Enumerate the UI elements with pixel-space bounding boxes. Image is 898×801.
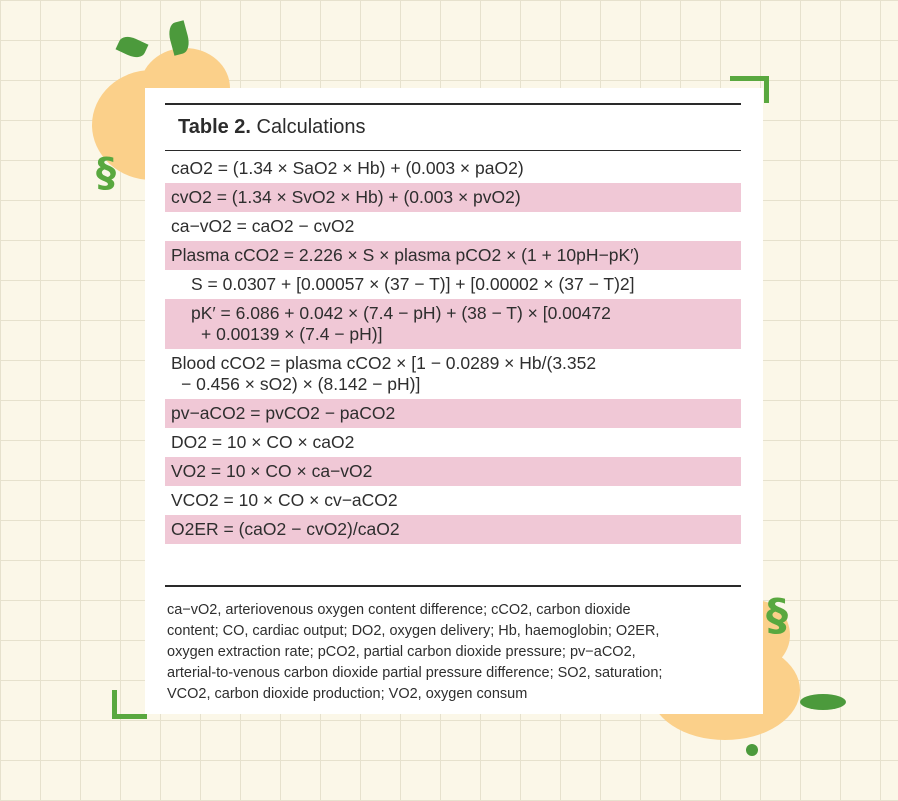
table-title (178, 116, 366, 139)
squiggle-icon: § (96, 150, 116, 196)
footnote-line: oxygen extraction rate; pCO2, partial carbon dioxide pressure; pv−aCO2, (167, 644, 636, 660)
formula-row: O2ER = (caO2 − cvO2)/caO2 (165, 515, 741, 544)
formula-row: ca−vO2 = caO2 − cvO2 (171, 216, 355, 236)
formula-row: Plasma cCO2 = 2.226 × S × plasma pCO2 × (1 + 10pH−pK′) (165, 241, 741, 270)
leaf-icon (116, 33, 149, 61)
formula-row (165, 349, 741, 399)
formula-line: Blood cCO2 = plasma cCO2 × [1 − 0.0289 × Hb/(3.352 (171, 353, 597, 373)
top-rule (165, 103, 741, 105)
table-title-text: Calculations (251, 116, 366, 138)
footnote-line: ca−vO2, arteriovenous oxygen content difference; cCO2, carbon dioxide (167, 602, 631, 618)
formula-table (165, 154, 741, 544)
header-rule (165, 150, 741, 151)
corner-bracket-icon (112, 690, 147, 719)
formula-row (165, 299, 741, 349)
footnote-line: content; CO, cardiac output; DO2, oxygen delivery; Hb, haemoglobin; O2ER, (167, 623, 660, 639)
formula-row: S = 0.0307 + [0.00057 × (37 − T)] + [0.00002 × (37 − T)2] (191, 274, 635, 294)
formula-line: + 0.00139 × (7.4 − pH)] (201, 324, 383, 344)
footnote-line: VCO2, carbon dioxide production; VO2, oxygen consum (167, 686, 528, 702)
footnote-line: arterial-to-venous carbon dioxide partial pressure difference; SO2, saturation; (167, 665, 663, 681)
bottom-rule (165, 585, 741, 587)
leaf-icon (800, 694, 846, 710)
table-card (145, 88, 763, 714)
squiggle-icon: § (766, 590, 788, 641)
table-title-number: Table 2. (178, 116, 251, 138)
formula-row: cvO2 = (1.34 × SvO2 × Hb) + (0.003 × pvO2) (165, 183, 741, 212)
table-footnote (167, 600, 735, 705)
formula-row: VO2 = 10 × CO × ca−vO2 (165, 457, 741, 486)
leaf-icon (746, 744, 758, 756)
formula-row: caO2 = (1.34 × SaO2 × Hb) + (0.003 × paO2) (171, 158, 524, 178)
formula-row: DO2 = 10 × CO × caO2 (171, 432, 355, 452)
formula-row: VCO2 = 10 × CO × cv−aCO2 (171, 490, 398, 510)
formula-row: pv−aCO2 = pvCO2 − paCO2 (165, 399, 741, 428)
formula-line: − 0.456 × sO2) × (8.142 − pH)] (181, 374, 421, 394)
formula-line: pK′ = 6.086 + 0.042 × (7.4 − pH) + (38 − T) × [0.00472 (191, 303, 611, 323)
